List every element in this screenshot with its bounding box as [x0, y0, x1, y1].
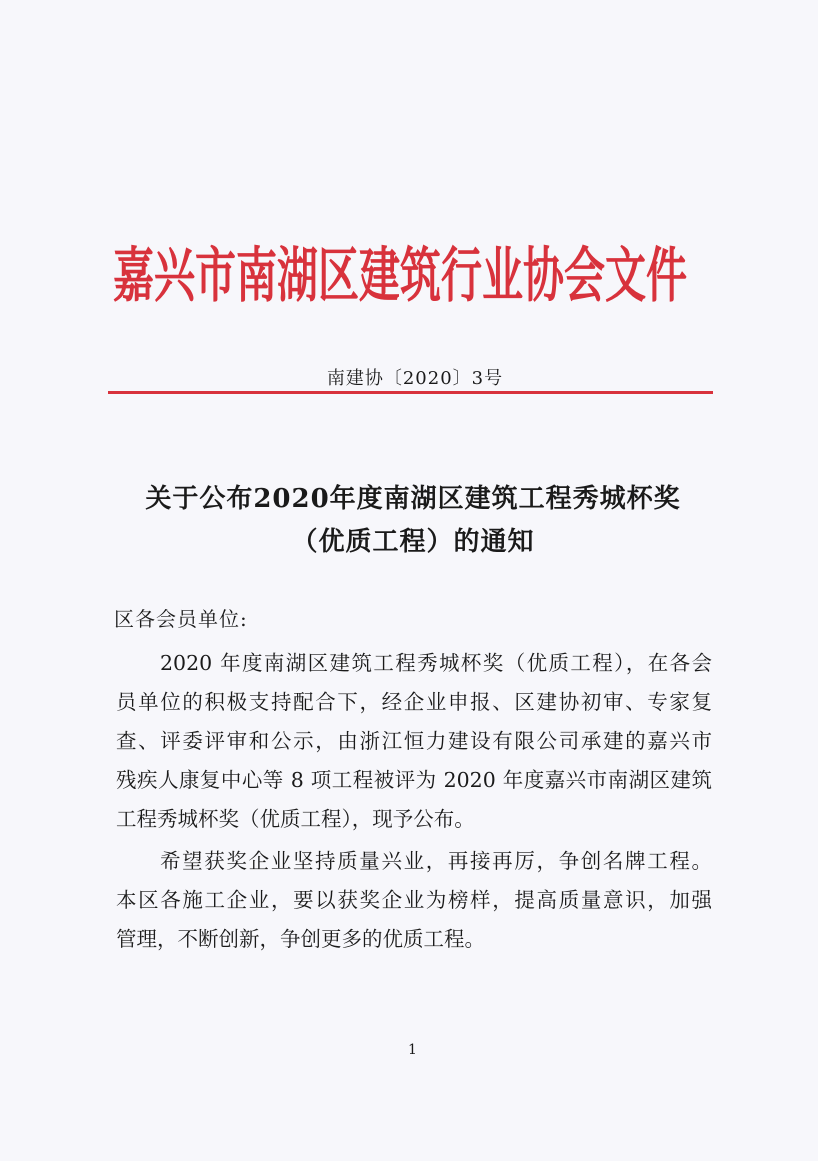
document-number: 南建协〔2020〕3号	[326, 368, 504, 389]
notice-title-line-2: （优质工程）的通知	[291, 527, 535, 557]
issuing-organization-title	[113, 224, 711, 317]
paragraph-1-line: 工程秀城杯奖（优质工程），现予公布。	[116, 807, 475, 831]
org-title-text: 嘉兴市南湖区建筑行业协会文件	[113, 240, 687, 310]
paragraph-1-line: 查、评委评审和公示，由浙江恒力建设有限公司承建的嘉兴市	[116, 729, 712, 753]
salutation: 区各会员单位:	[114, 607, 248, 631]
paragraph-2-line: 管理，不断创新，争创更多的优质工程。	[116, 927, 485, 951]
paragraph-2-line: 希望获奖企业坚持质量兴业，再接再厉，争创名牌工程。	[160, 849, 712, 873]
paragraph-1-line: 2020 年度南湖区建筑工程秀城杯奖（优质工程），在各会	[160, 651, 712, 675]
paragraph-1-line: 员单位的积极支持配合下，经企业申报、区建协初审、专家复	[116, 690, 712, 714]
paragraph-2-line: 本区各施工企业，要以获奖企业为榜样，提高质量意识，加强	[116, 888, 712, 912]
notice-title-line-1: 关于公布2020年度南湖区建筑工程秀城杯奖	[145, 484, 681, 514]
page-number: 1	[408, 1042, 417, 1058]
paragraph-1-line: 残疾人康复中心等 8 项工程被评为 2020 年度嘉兴市南湖区建筑	[116, 768, 712, 792]
red-divider-line	[108, 391, 713, 394]
